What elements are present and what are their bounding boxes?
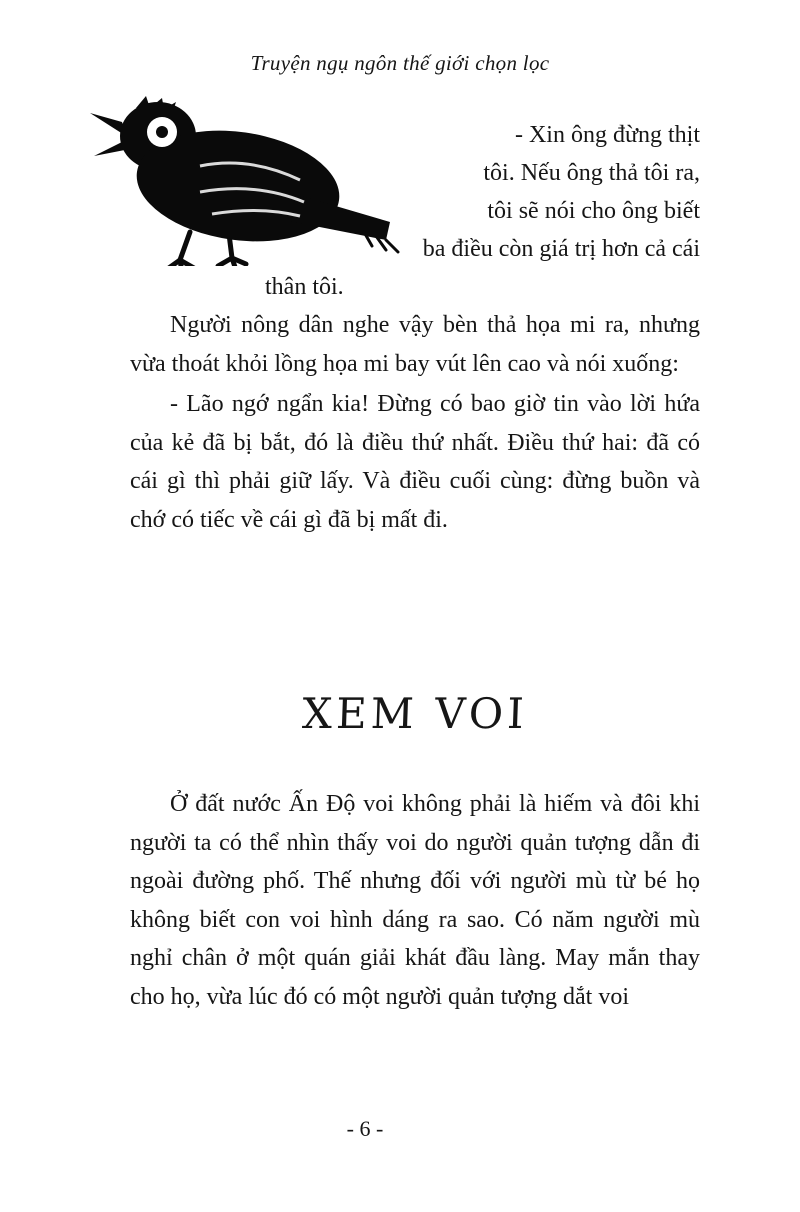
speech-line-4: ba điều còn giá trị hơn cả cái bbox=[422, 236, 700, 262]
bird-ink-illustration bbox=[88, 94, 400, 266]
bird-drawing-svg bbox=[88, 94, 400, 266]
paragraph-moral: - Lão ngớ ngẩn kia! Đừng có bao giờ tin vào lời hứa của kẻ đã bị bắt, đó là điều thứ nhất. Điều thứ hai: đã có cái gì thì phải giữ lấy. Và điều cuối cùng: đừng buồn và chớ có tiếc về cái gì đã bị mất đi. bbox=[130, 391, 700, 533]
paragraph-story-intro: Ở đất nước Ấn Độ voi không phải là hiếm và đôi khi người ta có thể nhìn thấy voi do người quản tượng dẫn đi ngoài đường phố. Thế nhưng đối với người mù từ bé họ không biết con voi hình dáng ra sao. Có năm người mù nghỉ chân ở một quán giải khát đầu làng. May mắn thay cho họ, vừa lúc đó có một người quản tượng dắt voi bbox=[130, 791, 700, 1010]
speech-line-5: thân tôi. bbox=[265, 274, 344, 300]
paragraph-farmer: Người nông dân nghe vậy bèn thả họa mi ra, nhưng vừa thoát khỏi lồng họa mi bay vút lên cao và nói xuống: bbox=[130, 312, 700, 377]
speech-line-3: tôi sẽ nói cho ông biết bbox=[487, 198, 700, 224]
story-title: XEM VOI bbox=[301, 689, 529, 738]
speech-line-1: - Xin ông đừng thịt bbox=[514, 122, 700, 148]
running-header: Truyện ngụ ngôn thế giới chọn lọc bbox=[250, 51, 550, 75]
speech-line-2: tôi. Nếu ông thả tôi ra, bbox=[483, 160, 700, 186]
page-number: - 6 - bbox=[346, 1116, 384, 1141]
